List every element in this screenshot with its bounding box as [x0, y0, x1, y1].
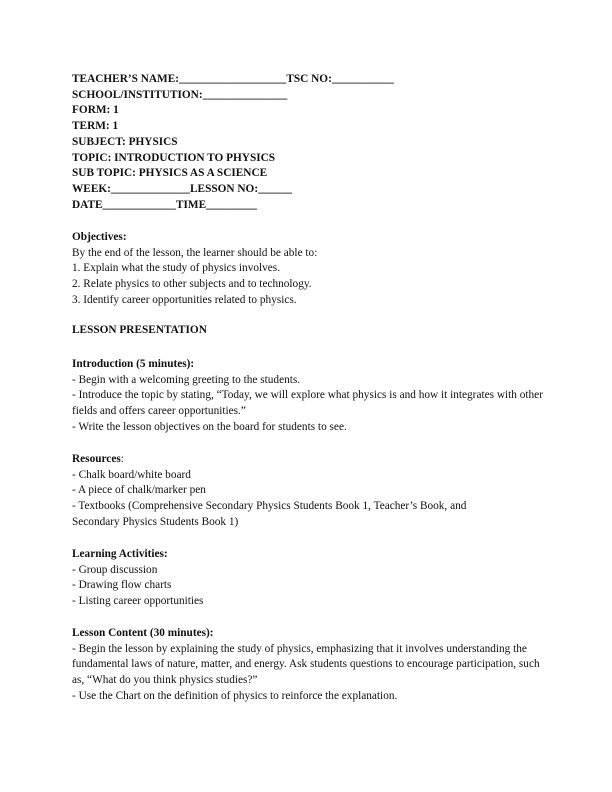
list-item: - Begin with a welcoming greeting to the students. [72, 373, 301, 386]
list-item: - Introduce the topic by stating, “Today, we will explore what physics is and how it integrates with other fields and offers career opportunities.” [72, 389, 543, 418]
lesson-content-heading: Lesson Content (30 minutes): [72, 627, 214, 639]
teacher-name-line: TEACHER’S NAME:___________________TSC NO:___________ [72, 73, 394, 85]
objective-item: 3. Identify career opportunities related to physics. [72, 293, 297, 306]
date-line: DATE_____________TIME_________ [72, 198, 257, 211]
list-item: - Group discussion [72, 563, 158, 576]
subtopic-line: SUB TOPIC: PHYSICS AS A SCIENCE [72, 167, 268, 180]
school-line: SCHOOL/INSTITUTION:_______________ [72, 88, 288, 101]
resources-heading: Resources [72, 453, 121, 465]
lesson-content-section [72, 626, 552, 705]
objectives-heading: Objectives: [72, 231, 127, 243]
objective-item: 1. Explain what the study of physics involves. [72, 262, 281, 275]
week-line: WEEK:______________LESSON NO:______ [72, 182, 292, 195]
list-item: - Use the Chart on the definition of physics to reinforce the explanation. [72, 689, 398, 702]
list-item: - Begin the lesson by explaining the study of physics, emphasizing that it involves understanding the fundamental laws of nature, matter, and energy. Ask students questions to encourage participation, such as, “What do you think physics studies?” [72, 642, 540, 687]
resources-section [72, 452, 552, 531]
objective-item: 2. Relate physics to other subjects and to technology. [72, 278, 312, 291]
resources-colon: : [120, 453, 124, 465]
header-block [72, 72, 552, 213]
list-item: - Textbooks (Comprehensive Secondary Physics Students Book 1, Teacher’s Book, and Secondary Physics Students Book 1) [72, 500, 467, 528]
list-item: - Drawing flow charts [72, 579, 172, 592]
activities-heading: Learning Activities: [72, 548, 168, 560]
form-line: FORM: 1 [72, 104, 119, 117]
objectives-section [72, 230, 552, 309]
term-line: TERM: 1 [72, 120, 119, 133]
list-item: - Chalk board/white board [72, 468, 191, 481]
list-item: - A piece of chalk/marker pen [72, 484, 206, 497]
activities-section [72, 547, 552, 610]
lesson-presentation-heading: LESSON PRESENTATION [72, 324, 207, 336]
objectives-intro: By the end of the lesson, the learner should be able to: [72, 246, 318, 259]
list-item: - Listing career opportunities [72, 595, 204, 608]
list-item: - Write the lesson objectives on the board for students to see. [72, 420, 347, 433]
introduction-section [72, 357, 552, 436]
introduction-heading: Introduction (5 minutes): [72, 358, 195, 370]
subject-line: SUBJECT: PHYSICS [72, 135, 178, 148]
topic-line: TOPIC: INTRODUCTION TO PHYSICS [72, 151, 276, 164]
